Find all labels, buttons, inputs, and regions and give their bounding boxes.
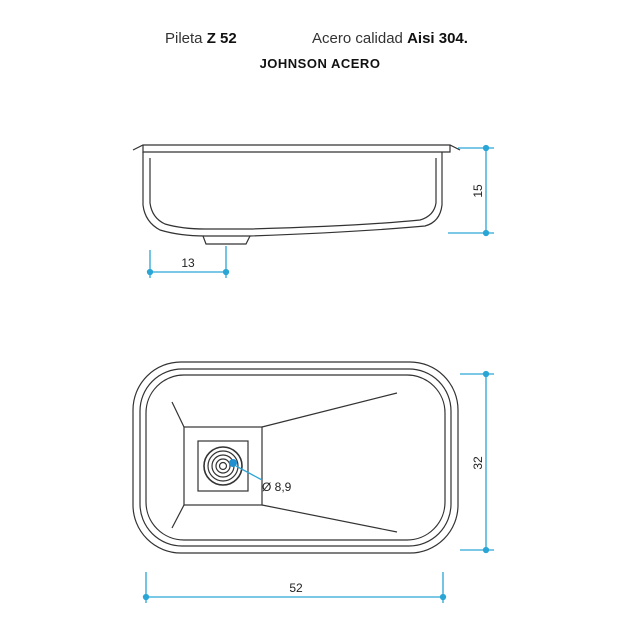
model-code: Z 52 — [206, 30, 237, 47]
side-drain-outlet — [203, 236, 250, 244]
drain-offset-label: 13 — [181, 256, 195, 270]
top-view — [133, 362, 458, 553]
top-bowl-inner — [146, 375, 445, 540]
brand-name: JOHNSON ACERO — [259, 56, 381, 71]
material-code: Aisi 304. — [407, 30, 468, 47]
drain-strainer — [198, 441, 248, 491]
side-view — [133, 145, 460, 244]
side-rim-inner — [143, 145, 450, 152]
model-prefix: Pileta — [165, 30, 203, 47]
drain-diameter-label: Ø 8,9 — [262, 480, 292, 494]
side-rim — [133, 145, 460, 150]
side-bowl-outer — [143, 152, 442, 236]
drain-recess — [184, 427, 262, 505]
slope-line-top-right — [262, 393, 397, 427]
slope-line-bottom-left — [172, 505, 184, 528]
material-prefix: Acero calidad — [312, 30, 403, 47]
length-label: 52 — [289, 581, 303, 595]
side-bowl-inner — [150, 158, 436, 229]
top-rim-outer — [133, 362, 458, 553]
drain-center-marker — [229, 459, 237, 467]
top-rim-middle — [140, 369, 451, 546]
depth-label: 15 — [471, 184, 485, 198]
width-label: 32 — [471, 456, 485, 470]
slope-line-top-left — [172, 402, 184, 427]
slope-line-bottom-right — [262, 505, 397, 532]
